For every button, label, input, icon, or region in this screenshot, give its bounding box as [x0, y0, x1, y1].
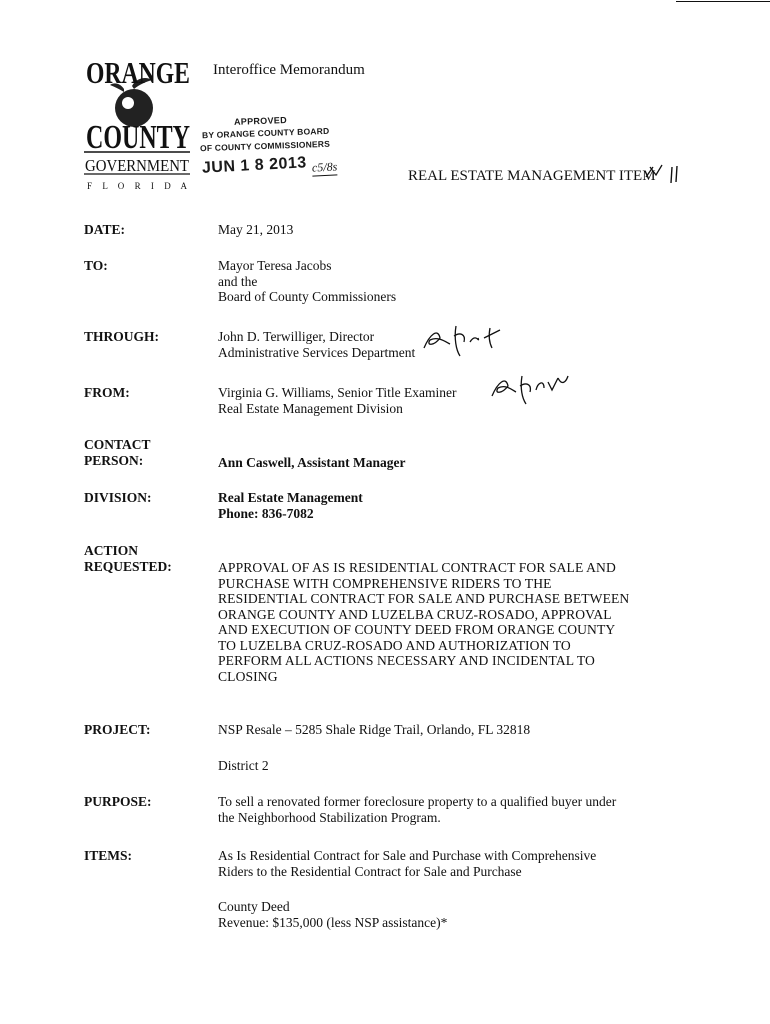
to-line: Mayor Teresa Jacobs [218, 258, 332, 273]
items-deed: County Deed [218, 899, 290, 914]
items-label: ITEMS: [84, 848, 133, 863]
date-value: May 21, 2013 [218, 222, 294, 237]
stamp-commissioners: OF COUNTY COMMISSIONERS [199, 138, 331, 154]
orange-county-logo [84, 56, 194, 192]
project-district: District 2 [218, 758, 269, 773]
contact-label: CONTACT [84, 437, 151, 452]
logo-county: COUNTY [86, 119, 190, 156]
logo-orange: ORANGE [86, 55, 190, 90]
to-line: Board of County Commissioners [218, 289, 397, 304]
action-line: PERFORM ALL ACTIONS NECESSARY AND INCIDENTAL TO [218, 653, 595, 668]
memo-title: Interoffice Memorandum [213, 62, 365, 78]
contact-label: PERSON: [84, 452, 144, 468]
action-line: CLOSING [218, 668, 278, 684]
stamp-approved: APPROVED [233, 115, 288, 127]
logo-government: GOVERNMENT [85, 156, 190, 175]
from-line: Real Estate Management Division [218, 400, 403, 416]
action-line: AND EXECUTION OF COUNTY DEED FROM ORANGE COUNTY [218, 622, 616, 637]
contact-value: Ann Caswell, Assistant Manager [218, 455, 406, 470]
handwritten-item-number-icon [644, 161, 684, 187]
through-line: John D. Terwilliger, Director [218, 329, 375, 344]
action-label: REQUESTED: [84, 558, 172, 574]
date-label: DATE: [84, 222, 126, 237]
item-label: REAL ESTATE MANAGEMENT ITEM [408, 168, 656, 184]
items-revenue: Revenue: $135,000 (less NSP assistance)* [218, 914, 448, 930]
stamp-board: BY ORANGE COUNTY BOARD [201, 125, 330, 141]
items-line: As Is Residential Contract for Sale and Purchase with Comprehensive [218, 848, 597, 863]
to-label: TO: [84, 258, 108, 273]
action-line: PURCHASE WITH COMPREHENSIVE RIDERS TO THE [218, 575, 552, 591]
handwritten-initials-icon [488, 364, 570, 406]
purpose-line: To sell a renovated former foreclosure property to a qualified buyer under [218, 794, 617, 809]
through-line: Administrative Services Department [218, 344, 416, 360]
through-label: THROUGH: [84, 329, 160, 344]
to-line: and the [218, 273, 258, 289]
division-phone: Phone: 836-7082 [218, 505, 314, 521]
project-label: PROJECT: [84, 722, 151, 737]
project-value: NSP Resale – 5285 Shale Ridge Trail, Orlando, FL 32818 [218, 722, 531, 737]
from-label: FROM: [84, 385, 130, 400]
action-line: APPROVAL OF AS IS RESIDENTIAL CONTRACT FOR SALE AND [218, 560, 616, 575]
stamp-initials: c5/8s [311, 159, 338, 175]
purpose-line: the Neighborhood Stabilization Program. [218, 809, 441, 825]
division-name: Real Estate Management [218, 490, 363, 505]
division-label: DIVISION: [84, 490, 152, 505]
items-line: Riders to the Residential Contract for Sale and Purchase [218, 863, 522, 879]
action-label: ACTION [84, 543, 139, 558]
purpose-label: PURPOSE: [84, 794, 152, 809]
from-line: Virginia G. Williams, Senior Title Examiner [218, 385, 457, 400]
logo-florida: F L O R I D A [87, 181, 187, 191]
action-line: ORANGE COUNTY AND LUZELBA CRUZ-ROSADO, APPROVAL [218, 606, 612, 622]
top-rule [676, 1, 770, 2]
action-line: TO LUZELBA CRUZ-ROSADO AND AUTHORIZATION TO [218, 637, 571, 653]
action-line: RESIDENTIAL CONTRACT FOR SALE AND PURCHASE BETWEEN [218, 591, 630, 606]
handwritten-initials-icon [420, 318, 504, 360]
stamp-date: JUN 1 8 2013 [201, 154, 308, 177]
